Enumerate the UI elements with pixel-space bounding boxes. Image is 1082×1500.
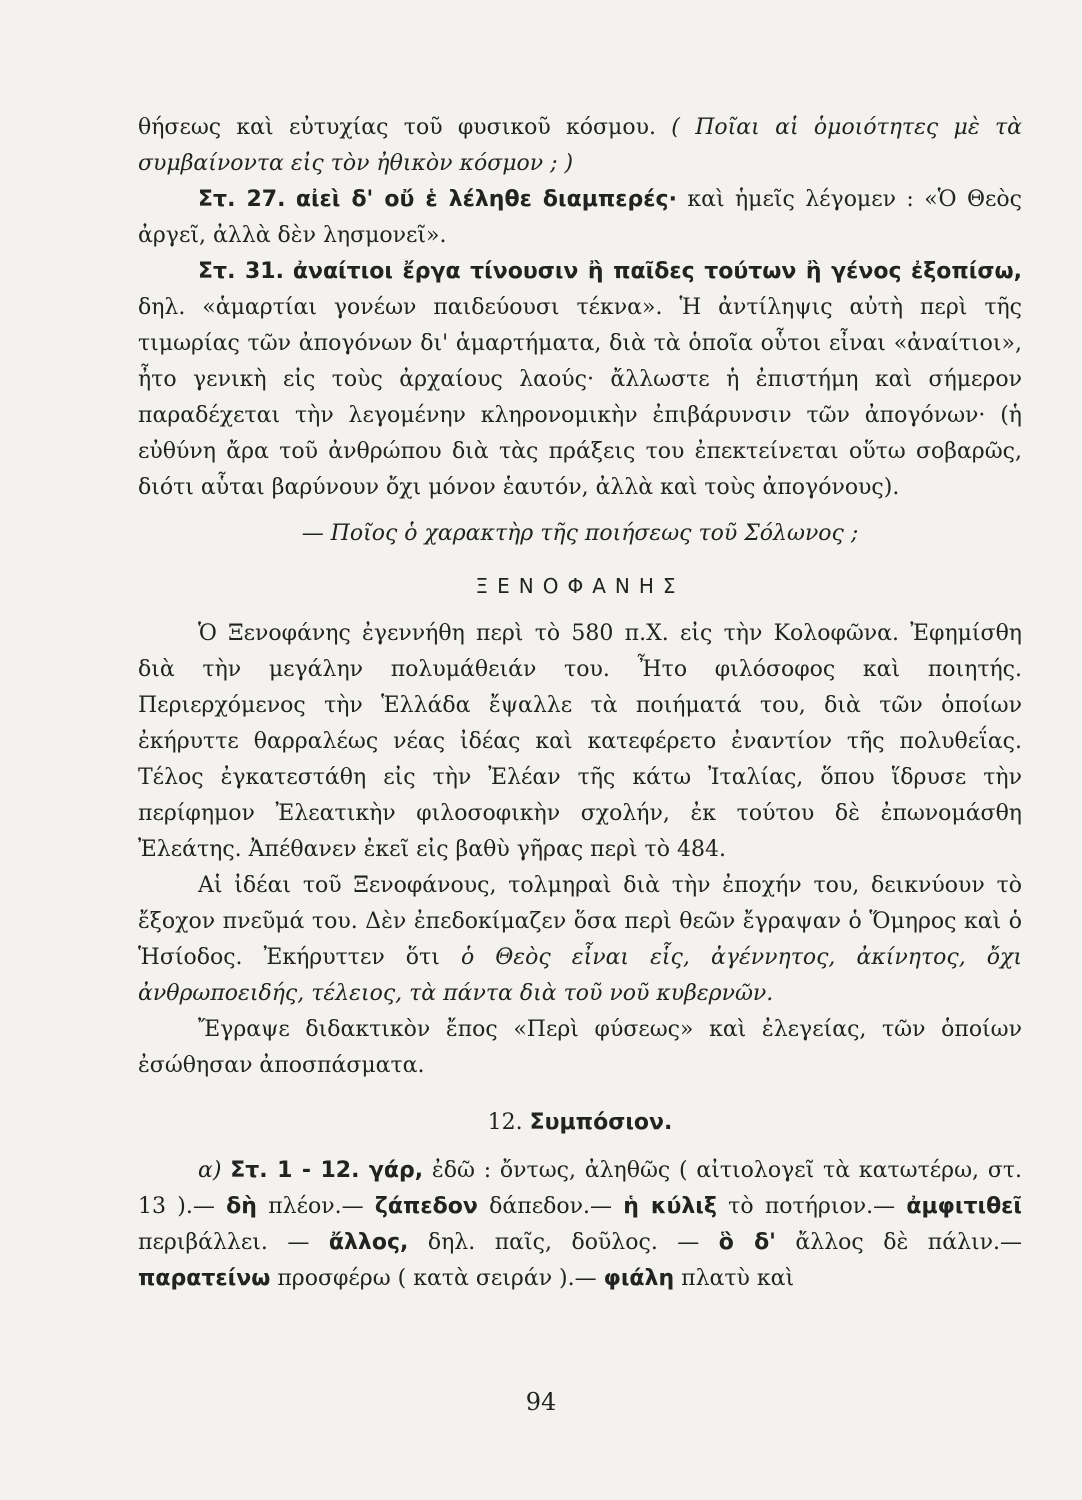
section-number: 12. bbox=[487, 1110, 523, 1135]
gloss: δάπεδον.— bbox=[477, 1194, 624, 1219]
gloss: πλατὺ καὶ bbox=[674, 1266, 795, 1291]
paragraph-commentary bbox=[138, 1153, 1022, 1297]
paragraph-works: Ἔγραψε διδακτικὸν ἔπος «Περὶ φύσεως» καὶ ἐλεγείας, τῶν ὁποίων ἐσώθησαν ἀποσπάσματα. bbox=[138, 1017, 1022, 1078]
term: ἡ κύλιξ bbox=[623, 1194, 717, 1219]
text: δηλ. «ἁμαρτίαι γονέων παιδεύουσι τέκνα». Ἡ ἀντίληψις αὐτὴ περὶ τῆς τιμωρίας τῶν ἀπογόνων δι' ἁμαρτήματα, διὰ τὰ ὁποῖα οὗτοι εἶναι «ἀναίτιοι», ἦτο γενικὴ εἰς τοὺς ἀρχαίους λαούς· ἄλλωστε ἡ ἐπιστήμη καὶ σήμερον παραδέχεται τὴν λεγομένην κληρονομικὴν ἐπιβάρυνσιν τῶν ἀπογόνων· (ἡ εὐθύνη ἄρα τοῦ ἀνθρώπου διὰ τὰς πράξεις του ἐπεκτείνεται οὕτω σοβαρῶς, διότι αὗται βαρύνουν ὄχι μόνον ἑαυτόν, ἀλλὰ καὶ τοὺς ἀπογόνους). bbox=[138, 295, 1022, 500]
list-marker: α) bbox=[198, 1158, 231, 1183]
gloss: ἄλλος δὲ πάλιν.— bbox=[775, 1230, 1023, 1255]
term: ἀμφιτιθεῖ bbox=[906, 1194, 1023, 1219]
text-italic: ὁ Θεὸς εἶναι εἷς, ἀγέννητος, ἀκίνητος, ὄχι ἀνθρωποειδής, τέλειος, τὰ πάντα διὰ τοῦ νοῦ κυβερνῶν. bbox=[138, 945, 1022, 1006]
question-italic: ( Ποῖαι αἱ ὁμοιότητες μὲ τὰ συμβαίνοντα εἰς τὸν ἠθικὸν κόσμον ; ) bbox=[138, 115, 1023, 176]
gloss: προσφέρω ( κατὰ σειράν ).— bbox=[270, 1266, 604, 1291]
section-heading-xenophanes: ΞΕΝΟΦΑΝΗΣ bbox=[475, 574, 685, 598]
page-number: 94 bbox=[525, 1388, 557, 1416]
gloss: περιβάλλει. — bbox=[138, 1230, 329, 1255]
verse-reference: Στ. 27. bbox=[198, 187, 286, 212]
gloss: ἐδῶ : ὄντως, ἀληθῶς ( αἰτιολογεῖ τὰ κατωτέρω, στ. 13 ).— bbox=[138, 1158, 1022, 1219]
term: ζάπεδον bbox=[374, 1194, 478, 1219]
verse-reference: Στ. 1 - 12. bbox=[230, 1158, 360, 1183]
term: ἄλλος, bbox=[328, 1230, 409, 1255]
verse-quote: αἰεὶ δ' οὔ ἑ λέληθε διαμπερές· bbox=[295, 187, 677, 212]
term: φιάλη bbox=[603, 1266, 675, 1291]
paragraph-1 bbox=[138, 110, 1022, 182]
verse-reference: Στ. 31. bbox=[198, 259, 284, 284]
text: Αἱ ἰδέαι τοῦ Ξενοφάνους, τολμηραὶ διὰ τὴν ἐποχήν του, δεικνύουν τὸ ἔξοχον πνεῦμά του. Δὲν ἐπεδοκίμαζεν ὅσα περὶ θεῶν ἔγραψαν ὁ Ὅμηρος καὶ ὁ Ἡσίοδος. Ἐκήρυττεν ὅτι bbox=[138, 873, 1022, 970]
section-title-symposion bbox=[138, 1110, 1022, 1135]
paragraph-verse-31 bbox=[138, 254, 1022, 506]
section-name: Συμπόσιον. bbox=[529, 1110, 673, 1135]
verse-quote: ἀναίτιοι ἔργα τίνουσιν ἢ παῖδες τούτων ἢ γένος ἐξοπίσω, bbox=[292, 259, 1022, 284]
gloss: δηλ. παῖς, δοῦλος. — bbox=[408, 1230, 719, 1255]
text: καὶ ἡμεῖς λέγομεν : «Ὁ Θεὸς ἀργεῖ, ἀλλὰ δὲν λησμονεῖ». bbox=[138, 187, 1022, 248]
term: δὴ bbox=[226, 1194, 257, 1219]
term: γάρ, bbox=[359, 1158, 424, 1183]
paragraph-biography: Ὁ Ξενοφάνης ἐγεννήθη περὶ τὸ 580 π.Χ. εἰς τὴν Κολοφῶνα. Ἐφημίσθη διὰ τὴν μεγάλην πολυμάθειάν του. Ἦτο φιλόσοφος καὶ ποιητής. Περιερχόμενος τὴν Ἑλλάδα ἔψαλλε τὰ ποιήματά του, διὰ τῶν ὁποίων ἐκήρυττε θαρραλέως νέας ἰδέας καὶ κατεφέρετο ἐναντίον τῆς πολυθεΐας. Τέλος ἐγκατεστάθη εἰς τὴν Ἐλέαν τῆς κάτω Ἰταλίας, ὅπου ἵδρυσε τὴν περίφημον Ἐλεατικὴν φιλοσοφικὴν σχολήν, ἐκ τούτου δὲ ἐπωνομάσθη Ἐλεάτης. Ἀπέθανεν ἐκεῖ εἰς βαθὺ γῆρας περὶ τὸ 484. bbox=[138, 621, 1022, 862]
paragraph-verse-27 bbox=[138, 182, 1022, 254]
paragraph-ideas bbox=[138, 868, 1022, 1012]
review-question: — Ποῖος ὁ χαρακτὴρ τῆς ποιήσεως τοῦ Σόλωνος ; bbox=[301, 521, 859, 546]
gloss: τὸ ποτήριον.— bbox=[716, 1194, 907, 1219]
term: ὃ δ' bbox=[718, 1230, 776, 1255]
text: θήσεως καὶ εὐτυχίας τοῦ φυσικοῦ κόσμου. bbox=[138, 115, 672, 140]
gloss: πλέον.— bbox=[256, 1194, 375, 1219]
term: παρατείνω bbox=[138, 1266, 271, 1291]
